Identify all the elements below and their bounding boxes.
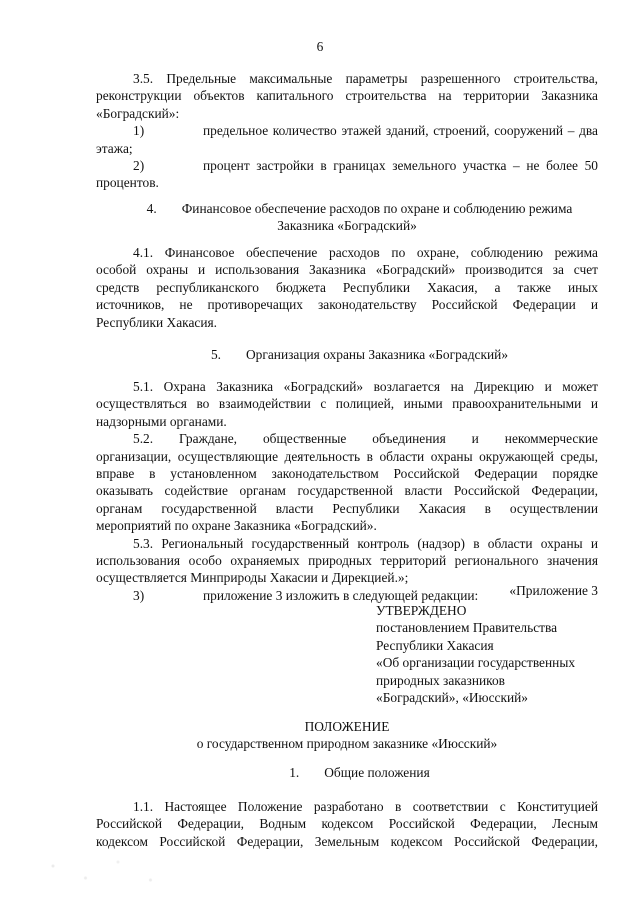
scan-artifact [40,850,170,890]
paragraph-line: вправе в установленном законодательством Российской Федерации порядке [96,466,598,482]
paragraph-line: 5.3. Региональный государственный контроль (надзор) в области охраны и [133,535,598,551]
approval-block [376,602,598,706]
section-heading-5 [96,346,598,363]
list-item-text: приложение 3 изложить в следующей редакции: [203,587,479,603]
paragraph-line: 3.5. Предельные максимальные параметры разрешенного строительства, [133,71,598,86]
list-item [96,122,598,139]
heading-number: 5. [210,347,221,362]
paragraph-line: 5.1. Охрана Заказника «Боградский» возлагается на Дирекцию и может [133,379,598,394]
heading-number: 4. [146,201,157,216]
heading-text: Финансовое обеспечение расходов по охране и соблюдению режима [181,201,573,216]
paragraph-line: мероприятий по охране Заказника «Боградский». [96,518,377,534]
section-1-1 [96,798,598,850]
paragraph-line: особой охраны и использования Заказника «Боградский» производится за счет [96,262,598,278]
section-3-5 [96,70,598,192]
list-item-text: предельное количество этажей зданий, строений, сооружений – два [203,123,598,139]
list-item-text: процент застройки в границах земельного участка – не более 50 [203,158,598,174]
paragraph-line: использования особо охраняемых природных территорий регионального значения [96,553,598,569]
paragraph-line: «Боградский»: [96,105,180,121]
paragraph-line: источников, не противоречащих законодательству Российской Федерации и [96,297,598,313]
paragraph-line: процентов. [96,175,159,191]
list-item-number: 1) [133,123,145,139]
heading-text: Общие положения [324,765,430,780]
paragraph-line: этажа; [96,140,133,156]
paragraph-line: реконструкции объектов капитального строительства на территории Заказника [96,88,598,104]
document-title: ПОЛОЖЕНИЕ [304,719,390,734]
approval-line: природных заказников [376,672,505,688]
paragraph-line: организации, осуществляющие деятельность в области охраны окружающей среды, [96,448,598,464]
section-heading-4 [96,200,598,235]
section-heading-1 [96,764,598,781]
heading-number: 1. [289,765,300,780]
paragraph-line: органам государственной власти Республики Хакасия в осуществлении [96,500,598,516]
list-item-number: 2) [133,158,145,174]
list-item [96,157,598,174]
paragraph-line: 1.1. Настоящее Положение разработано в соответствии с Конституцией [133,799,598,814]
heading-text: Организация охраны Заказника «Боградский» [245,347,509,362]
paragraph-line: 5.2. Граждане, общественные объединения и некоммерческие [133,431,598,447]
paragraph-line: средств республиканского бюджета Республики Хакасия, а также иных [96,279,598,295]
paragraph-line: оказывать содействие органам государственной власти Российской Федерации, [96,483,598,499]
paragraph-line: осуществляется Минприроды Хакасии и Дирекцией.»; [96,570,409,586]
approval-line: «Об организации государственных [376,655,576,671]
regulation-title [96,718,598,753]
paragraph-line: Республики Хакасия. [96,314,217,330]
approval-line: Республики Хакасия [376,637,494,653]
appendix-label: «Приложение 3 [509,583,598,598]
paragraph-line: Российской Федерации, Водным кодексом Российской Федерации, Лесным [96,816,598,832]
approval-line: «Боградский», «Июсский» [376,690,528,706]
page-number: 6 [316,39,324,54]
heading-text: Заказника «Боградский» [277,218,417,234]
approval-line: постановлением Правительства [376,620,558,636]
section-5 [96,378,598,604]
document-subtitle: о государственном природном заказнике «Июсский» [196,736,498,752]
paragraph-line: надзорными органами. [96,413,227,429]
list-item-number: 3) [133,587,145,603]
paragraph-line: кодексом Российской Федерации, Земельным кодексом Российской Федерации, [96,833,598,849]
paragraph-line: 4.1. Финансовое обеспечение расходов по охране, соблюдению режима [133,245,598,260]
section-4-1 [96,244,598,331]
paragraph-line: осуществляться во взаимодействии с полицией, иными правоохранительными и [96,396,598,412]
approval-line: УТВЕРЖДЕНО [376,603,467,618]
